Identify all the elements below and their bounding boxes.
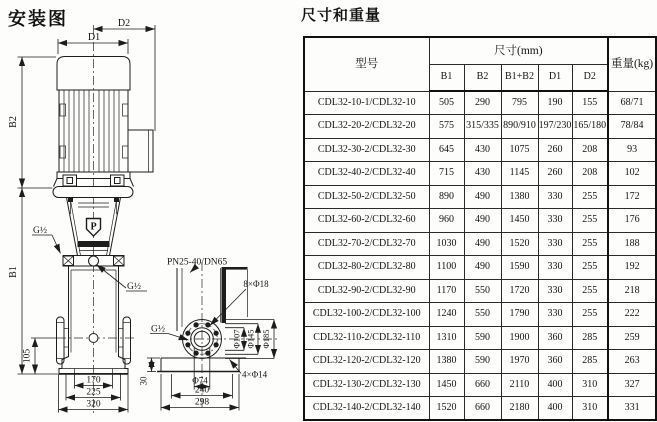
value-cell: 550 xyxy=(464,279,501,303)
value-cell: 1900 xyxy=(501,326,538,350)
value-cell: 176 xyxy=(608,209,656,233)
value-cell: 260 xyxy=(538,162,572,186)
model-cell: CDL32-110-2/CDL32-110 xyxy=(304,326,429,350)
value-cell: 188 xyxy=(608,232,656,256)
model-cell: CDL32-70-2/CDL32-70 xyxy=(304,232,429,256)
table-row xyxy=(304,138,656,162)
value-cell: 1170 xyxy=(429,279,464,303)
model-cell: CDL32-30-2/CDL32-30 xyxy=(304,138,429,162)
value-cell: 505 xyxy=(429,91,464,115)
bolt8-leader xyxy=(210,289,246,326)
stool-left xyxy=(54,179,58,187)
table-row xyxy=(304,115,656,139)
column-header-d2: D2 xyxy=(572,64,608,91)
value-cell: 68/71 xyxy=(608,91,656,115)
dim-label-phi107: Φ107 xyxy=(231,329,242,349)
dim-label-30: 30 xyxy=(138,376,149,386)
value-cell: 285 xyxy=(572,326,608,350)
model-cell: CDL32-80-2/CDL32-80 xyxy=(304,256,429,280)
flange-spec-label: PN25-40/DN65 xyxy=(167,257,228,268)
value-cell: 660 xyxy=(464,397,501,421)
value-cell: 165/180 xyxy=(572,115,608,139)
value-cell: 78/84 xyxy=(608,115,656,139)
table-body xyxy=(304,91,656,420)
value-cell: 218 xyxy=(608,279,656,303)
value-cell: 490 xyxy=(464,209,501,233)
column-header-d1: D1 xyxy=(538,64,572,91)
value-cell: 575 xyxy=(429,115,464,139)
value-cell: 1380 xyxy=(429,350,464,374)
value-cell: 400 xyxy=(538,373,572,397)
value-cell: 255 xyxy=(572,256,608,280)
model-cell: CDL32-140-2/CDL32-140 xyxy=(304,397,429,421)
model-cell: CDL32-120-2/CDL32-120 xyxy=(304,350,429,374)
dim-label-b2: B2 xyxy=(8,116,19,128)
value-cell: 222 xyxy=(608,303,656,327)
value-cell: 2180 xyxy=(501,397,538,421)
value-cell: 327 xyxy=(608,373,656,397)
dimensions-weight-table xyxy=(303,36,657,421)
dim-label-225: 225 xyxy=(86,387,101,398)
value-cell: 259 xyxy=(608,326,656,350)
value-cell: 960 xyxy=(429,209,464,233)
table-row xyxy=(304,350,656,374)
value-cell: 93 xyxy=(608,138,656,162)
seal-band xyxy=(78,241,110,247)
motor-terminal-box xyxy=(128,130,153,172)
dim-label-105: 105 xyxy=(22,348,33,364)
table-row xyxy=(304,185,656,209)
value-cell: 550 xyxy=(464,303,501,327)
value-cell: 490 xyxy=(464,185,501,209)
dim-label-phi145: Φ145 xyxy=(245,329,256,349)
table-row xyxy=(304,303,656,327)
base-plate-section xyxy=(157,358,246,372)
value-cell: 330 xyxy=(538,209,572,233)
dim-label-4xphi14: 4×Φ14 xyxy=(242,369,268,380)
value-cell: 330 xyxy=(538,279,572,303)
value-cell: 255 xyxy=(572,209,608,233)
drain-plug xyxy=(89,334,98,343)
dim-label-8xphi18: 8×Φ18 xyxy=(243,279,269,289)
dim-label-phi185: Φ185 xyxy=(261,329,271,349)
value-cell: 255 xyxy=(572,279,608,303)
value-cell: 1380 xyxy=(501,185,538,209)
value-cell: 795 xyxy=(501,91,538,115)
value-cell: 590 xyxy=(464,326,501,350)
value-cell: 255 xyxy=(572,232,608,256)
value-cell: 290 xyxy=(464,91,501,115)
value-cell: 1240 xyxy=(429,303,464,327)
value-cell: 330 xyxy=(538,232,572,256)
model-cell: CDL32-60-2/CDL32-60 xyxy=(304,209,429,233)
column-header-b1: B1 xyxy=(429,64,464,91)
value-cell: 330 xyxy=(538,256,572,280)
value-cell: 1310 xyxy=(429,326,464,350)
value-cell: 490 xyxy=(464,256,501,280)
value-cell: 260 xyxy=(538,138,572,162)
column-header-size: 尺寸(mm) xyxy=(429,37,608,64)
value-cell: 360 xyxy=(538,326,572,350)
g-half-mid-leader xyxy=(97,265,127,289)
column-header-weight: 重量(kg) xyxy=(608,37,656,91)
value-cell: 310 xyxy=(572,397,608,421)
value-cell: 430 xyxy=(464,162,501,186)
value-cell: 645 xyxy=(429,138,464,162)
dim-label-d2: D2 xyxy=(117,18,131,29)
value-cell: 155 xyxy=(572,91,608,115)
table-row xyxy=(304,232,656,256)
value-cell: 285 xyxy=(572,350,608,374)
stool-right xyxy=(130,179,134,187)
dim-label-g-half-upper: G½ xyxy=(33,226,47,236)
column-header-b1b2: B1+B2 xyxy=(501,64,538,91)
value-cell: 1520 xyxy=(501,232,538,256)
dim-label-b1: B1 xyxy=(8,266,19,278)
value-cell: 330 xyxy=(538,185,572,209)
value-cell: 1450 xyxy=(501,209,538,233)
dim-label-g-half-base: G½ xyxy=(151,324,165,335)
value-cell: 1075 xyxy=(501,138,538,162)
value-cell: 590 xyxy=(464,350,501,374)
value-cell: 192 xyxy=(608,256,656,280)
dim-label-320: 320 xyxy=(86,399,101,410)
value-cell: 263 xyxy=(608,350,656,374)
dim-label-240: 240 xyxy=(194,385,210,396)
value-cell: 1790 xyxy=(501,303,538,327)
value-cell: 430 xyxy=(464,138,501,162)
mounting-flange xyxy=(53,187,133,198)
model-cell: CDL32-40-2/CDL32-40 xyxy=(304,162,429,186)
value-cell: 2110 xyxy=(501,373,538,397)
value-cell: 490 xyxy=(464,232,501,256)
value-cell: 1590 xyxy=(501,256,538,280)
model-cell: CDL32-130-2/CDL32-130 xyxy=(304,373,429,397)
value-cell: 715 xyxy=(429,162,464,186)
value-cell: 208 xyxy=(572,162,608,186)
model-cell: CDL32-90-2/CDL32-90 xyxy=(304,279,429,303)
table-row xyxy=(304,373,656,397)
model-cell: CDL32-50-2/CDL32-50 xyxy=(304,185,429,209)
pump-installation-drawing xyxy=(0,0,300,422)
value-cell: 360 xyxy=(538,350,572,374)
dim-label-d1: D1 xyxy=(87,32,101,43)
value-cell: 172 xyxy=(608,185,656,209)
value-cell: 890 xyxy=(429,185,464,209)
dim-label-phi74: Φ74 xyxy=(192,375,208,386)
value-cell: 331 xyxy=(608,397,656,421)
value-cell: 310 xyxy=(572,373,608,397)
table-row xyxy=(304,91,656,115)
table-row xyxy=(304,209,656,233)
value-cell: 190 xyxy=(538,91,572,115)
table-row xyxy=(304,326,656,350)
column-header-model: 型号 xyxy=(304,37,429,91)
value-cell: 1720 xyxy=(501,279,538,303)
dim-label-g-half-mid: G½ xyxy=(127,282,141,292)
table-row xyxy=(304,162,656,186)
motor-lug-slots xyxy=(60,104,128,158)
dimensions-weight-title: 尺寸和重量 xyxy=(301,7,382,24)
brand-letter: P xyxy=(90,221,97,233)
value-cell: 1030 xyxy=(429,232,464,256)
value-cell: 330 xyxy=(538,303,572,327)
value-cell: 890/910 xyxy=(501,115,538,139)
value-cell: 208 xyxy=(572,138,608,162)
value-cell: 1970 xyxy=(501,350,538,374)
value-cell: 102 xyxy=(608,162,656,186)
riser-pipes xyxy=(177,267,248,331)
model-cell: CDL32-100-2/CDL32-100 xyxy=(304,303,429,327)
value-cell: 660 xyxy=(464,373,501,397)
motor-fins xyxy=(64,90,119,172)
value-cell: 1520 xyxy=(429,397,464,421)
value-cell: 1450 xyxy=(429,373,464,397)
model-cell: CDL32-10-1/CDL32-10 xyxy=(304,91,429,115)
value-cell: 197/230 xyxy=(538,115,572,139)
value-cell: 1145 xyxy=(501,162,538,186)
value-cell: 315/335 xyxy=(464,115,501,139)
dim-label-170: 170 xyxy=(86,375,101,386)
value-cell: 255 xyxy=(572,303,608,327)
model-cell: CDL32-20-2/CDL32-20 xyxy=(304,115,429,139)
table-row xyxy=(304,256,656,280)
column-header-b2: B2 xyxy=(464,64,501,91)
table-row xyxy=(304,397,656,421)
installation-diagram-title: 安装图 xyxy=(8,9,68,29)
table-row xyxy=(304,279,656,303)
dim-label-298: 298 xyxy=(194,397,210,408)
value-cell: 255 xyxy=(572,185,608,209)
value-cell: 400 xyxy=(538,397,572,421)
g-half-upper-leader xyxy=(52,235,61,254)
value-cell: 1100 xyxy=(429,256,464,280)
